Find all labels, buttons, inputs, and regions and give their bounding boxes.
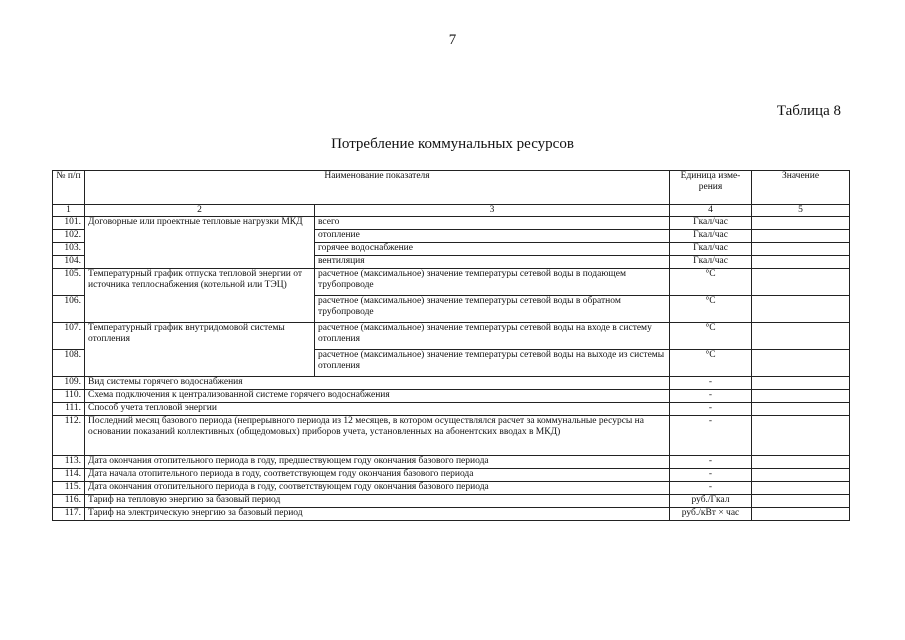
row-value: [752, 416, 850, 456]
resource-consumption-table: [52, 170, 850, 521]
row-name: Способ учета тепловой энергии: [85, 403, 670, 416]
row-value: [752, 390, 850, 403]
row-unit: °С: [670, 296, 752, 323]
row-number: 103.: [53, 243, 85, 256]
row-unit: Гкал/час: [670, 243, 752, 256]
row-name: Тариф на электрическую энергию за базовый период: [85, 508, 670, 521]
table-row: [53, 269, 850, 296]
page-number: 7: [448, 32, 457, 48]
row-number: 101.: [53, 217, 85, 230]
row-value: [752, 508, 850, 521]
row-value: [752, 269, 850, 296]
header-value: Значение: [752, 171, 850, 205]
row-unit: руб./кВт × час: [670, 508, 752, 521]
row-number: 112.: [53, 416, 85, 456]
row-unit: руб./Гкал: [670, 495, 752, 508]
row-unit: °С: [670, 323, 752, 350]
row-name: Дата начала отопительного периода в году, соответствующем году окончания базового периода: [85, 469, 670, 482]
row-name: Схема подключения к централизованной системе горячего водоснабжения: [85, 390, 670, 403]
col-number: 5: [752, 205, 850, 217]
table-row: [53, 217, 850, 230]
row-unit: -: [670, 377, 752, 390]
row-subname: расчетное (максимальное) значение температуры сетевой воды в обратном трубопроводе: [315, 296, 670, 323]
col-number: 1: [53, 205, 85, 217]
header-num: № п/п: [53, 171, 85, 205]
col-number: 3: [315, 205, 670, 217]
row-number: 107.: [53, 323, 85, 350]
table-row: [53, 469, 850, 482]
row-subname: вентиляция: [315, 256, 670, 269]
row-value: [752, 296, 850, 323]
group-label: Договорные или проектные тепловые нагрузки МКД: [85, 217, 315, 269]
row-name: Дата окончания отопительного периода в году, соответствующем году окончания базового периода: [85, 482, 670, 495]
row-number: 113.: [53, 456, 85, 469]
col-number: 2: [85, 205, 315, 217]
table-row: [53, 482, 850, 495]
header-unit: Единица изме-рения: [670, 171, 752, 205]
row-unit: -: [670, 456, 752, 469]
header-row: [53, 171, 850, 205]
header-name: Наименование показателя: [85, 171, 670, 205]
row-number: 116.: [53, 495, 85, 508]
row-subname: отопление: [315, 230, 670, 243]
row-value: [752, 377, 850, 390]
table-row: [53, 323, 850, 350]
row-value: [752, 456, 850, 469]
row-subname: расчетное (максимальное) значение температуры сетевой воды на входе в систему отопления: [315, 323, 670, 350]
col-number: 4: [670, 205, 752, 217]
row-number: 105.: [53, 269, 85, 296]
row-subname: расчетное (максимальное) значение температуры сетевой воды в подающем трубопроводе: [315, 269, 670, 296]
table-row: [53, 456, 850, 469]
table-label: Таблица 8: [776, 103, 841, 119]
row-name: Дата окончания отопительного периода в году, предшествующем году окончания базового периода: [85, 456, 670, 469]
row-unit: Гкал/час: [670, 230, 752, 243]
row-number: 115.: [53, 482, 85, 495]
row-value: [752, 243, 850, 256]
row-unit: -: [670, 469, 752, 482]
row-number: 108.: [53, 350, 85, 377]
row-unit: -: [670, 390, 752, 403]
row-unit: °С: [670, 269, 752, 296]
row-name: Последний месяц базового периода (непрерывного периода из 12 месяцев, в котором осуществлялся расчет за коммунальные ресурсы на основании показаний коллективных (общедомовых) приборов учета, установленных на абонентских вводах в МКД): [85, 416, 670, 456]
row-name: Тариф на тепловую энергию за базовый период: [85, 495, 670, 508]
row-unit: °С: [670, 350, 752, 377]
row-value: [752, 469, 850, 482]
row-value: [752, 217, 850, 230]
column-numbers-row: [53, 205, 850, 217]
document-title: Потребление коммунальных ресурсов: [331, 136, 574, 152]
row-subname: горячее водоснабжение: [315, 243, 670, 256]
row-unit: Гкал/час: [670, 256, 752, 269]
row-value: [752, 403, 850, 416]
table-row: [53, 403, 850, 416]
row-number: 104.: [53, 256, 85, 269]
row-value: [752, 495, 850, 508]
row-number: 109.: [53, 377, 85, 390]
row-unit: Гкал/час: [670, 217, 752, 230]
table-row: [53, 377, 850, 390]
row-name: Вид системы горячего водоснабжения: [85, 377, 670, 390]
table-row: [53, 390, 850, 403]
row-value: [752, 482, 850, 495]
table-row: [53, 416, 850, 456]
group-label: Температурный график внутридомовой системы отопления: [85, 323, 315, 377]
row-value: [752, 350, 850, 377]
table-row: [53, 508, 850, 521]
group-label: Температурный график отпуска тепловой энергии от источника теплоснабжения (котельной или ТЭЦ): [85, 269, 315, 323]
row-number: 102.: [53, 230, 85, 243]
table-row: [53, 495, 850, 508]
row-subname: расчетное (максимальное) значение температуры сетевой воды на выходе из системы отопления: [315, 350, 670, 377]
row-number: 114.: [53, 469, 85, 482]
row-unit: -: [670, 416, 752, 456]
row-subname: всего: [315, 217, 670, 230]
row-value: [752, 256, 850, 269]
row-number: 111.: [53, 403, 85, 416]
row-number: 110.: [53, 390, 85, 403]
row-value: [752, 230, 850, 243]
row-unit: -: [670, 482, 752, 495]
row-unit: -: [670, 403, 752, 416]
row-number: 117.: [53, 508, 85, 521]
row-value: [752, 323, 850, 350]
row-number: 106.: [53, 296, 85, 323]
